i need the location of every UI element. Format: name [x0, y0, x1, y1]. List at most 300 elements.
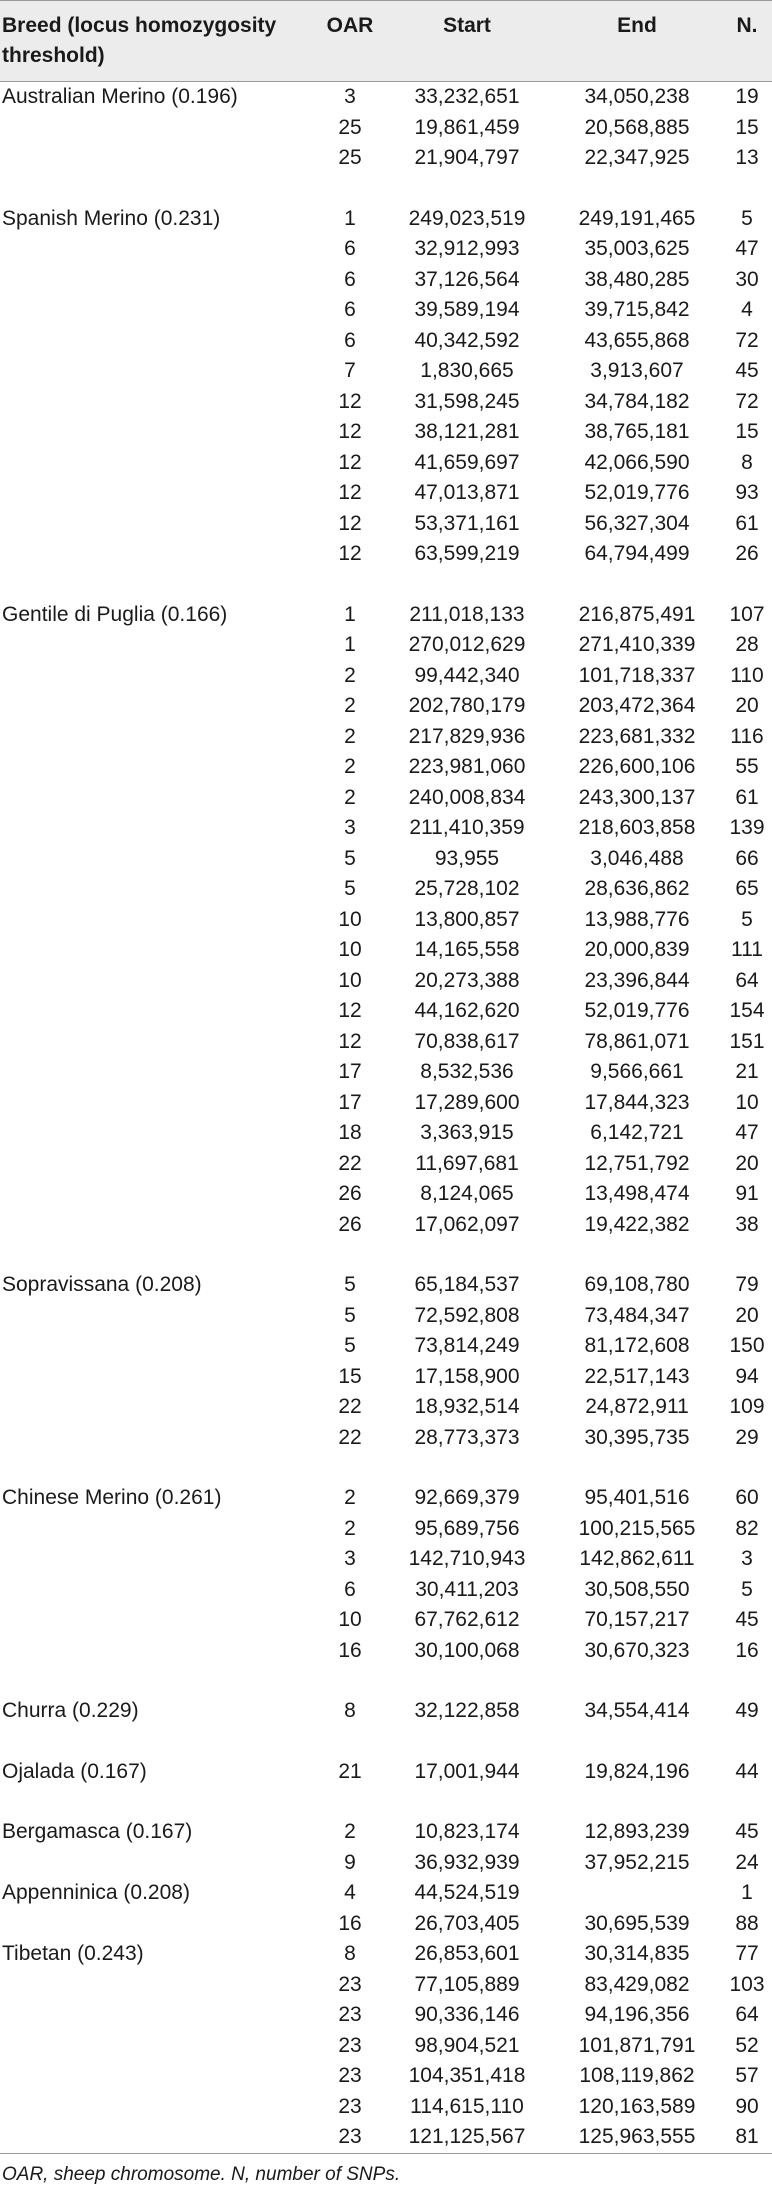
- cell-oar: 2: [344, 724, 356, 748]
- cell-end: 42,066,590: [584, 450, 690, 474]
- cell-breed: Appenninica (0.208): [2, 1881, 190, 1905]
- cell-oar: 15: [338, 1364, 362, 1388]
- table-row: [0, 448, 772, 479]
- cell-end: 223,681,332: [578, 724, 696, 748]
- cell-end: 22,517,143: [584, 1364, 690, 1388]
- table-row: [0, 600, 772, 631]
- cell-oar: 5: [344, 1303, 356, 1327]
- cell-oar: 22: [338, 1425, 362, 1449]
- cell-end: 64,794,499: [584, 542, 690, 566]
- cell-breed: [0, 539, 318, 570]
- cell-n: 61: [735, 511, 759, 535]
- cell-oar: 9: [344, 1850, 356, 1874]
- table-row: [0, 1423, 772, 1454]
- cell-start: 37,126,564: [414, 267, 520, 291]
- cell-end: 100,215,565: [578, 1516, 696, 1540]
- cell-oar: 5: [344, 1273, 356, 1297]
- cell-start: 73,814,249: [414, 1334, 520, 1358]
- cell-n: 55: [735, 755, 759, 779]
- spacer-cell: [0, 174, 772, 204]
- cell-end: 12,751,792: [584, 1151, 690, 1175]
- table-row: [0, 1118, 772, 1149]
- cell-end: 69,108,780: [584, 1273, 690, 1297]
- cell-n: 81: [722, 2122, 772, 2153]
- cell-oar: 12: [338, 420, 362, 444]
- cell-n: 93: [735, 481, 759, 505]
- cell-n: 49: [735, 1699, 759, 1723]
- cell-n: 111: [731, 938, 763, 962]
- cell-start: 77,105,889: [414, 1972, 520, 1996]
- table-row: [0, 387, 772, 418]
- cell-start: 18,932,514: [414, 1395, 520, 1419]
- cell-breed: Chinese Merino (0.261): [2, 1486, 222, 1510]
- table-row: [0, 1636, 772, 1667]
- header-end: End: [552, 1, 722, 82]
- cell-breed: [0, 905, 318, 936]
- cell-start: 99,442,340: [414, 663, 520, 687]
- cell-n: 107: [729, 602, 765, 626]
- cell-n: 64: [735, 2003, 759, 2027]
- table-row: [0, 783, 772, 814]
- table-row: [0, 1179, 772, 1210]
- cell-n: 91: [735, 1182, 759, 1206]
- table-row: [0, 234, 772, 265]
- table-row: [0, 1088, 772, 1119]
- cell-end: 6,142,721: [590, 1121, 684, 1145]
- table-row: [0, 417, 772, 448]
- cell-end: 249,191,465: [578, 206, 696, 230]
- cell-breed: [0, 752, 318, 783]
- cell-n: 20: [735, 694, 759, 718]
- cell-n: 109: [729, 1395, 765, 1419]
- cell-end: 56,327,304: [584, 511, 690, 535]
- cell-start: 32,912,993: [414, 237, 520, 261]
- table-row: [0, 1057, 772, 1088]
- table-row: [0, 1301, 772, 1332]
- cell-end: 39,715,842: [584, 298, 690, 322]
- cell-start: 270,012,629: [408, 633, 526, 657]
- cell-oar: 12: [338, 450, 362, 474]
- cell-start: 90,336,146: [414, 2003, 520, 2027]
- cell-start: 3,363,915: [420, 1121, 514, 1145]
- cell-start: 114,615,110: [410, 2094, 524, 2118]
- table-row: [0, 1696, 772, 1727]
- cell-breed: [0, 844, 318, 875]
- cell-n: 139: [729, 816, 765, 840]
- cell-n: 45: [735, 1820, 759, 1844]
- cell-start: 53,371,161: [414, 511, 520, 535]
- cell-breed: [0, 783, 318, 814]
- table-row: [0, 295, 772, 326]
- cell-breed: [0, 356, 318, 387]
- cell-n: 65: [735, 877, 759, 901]
- cell-n: 61: [735, 785, 759, 809]
- cell-end: 9,566,661: [590, 1060, 684, 1084]
- cell-end: 30,695,539: [584, 1911, 690, 1935]
- cell-oar: 18: [338, 1121, 362, 1145]
- cell-start: 249,023,519: [408, 206, 526, 230]
- cell-oar: 23: [338, 1972, 362, 1996]
- cell-oar: 23: [338, 2094, 362, 2118]
- cell-start: 142,710,943: [408, 1547, 526, 1571]
- cell-oar: 10: [338, 938, 362, 962]
- cell-end: 83,429,082: [584, 1972, 690, 1996]
- cell-breed: Spanish Merino (0.231): [2, 206, 221, 230]
- spacer-cell: [0, 1666, 772, 1696]
- cell-end: 120,163,589: [578, 2094, 696, 2118]
- cell-n: 19: [735, 85, 759, 109]
- cell-start: 240,008,834: [408, 785, 526, 809]
- cell-end: 101,871,791: [578, 2033, 696, 2057]
- table-row: [0, 1878, 772, 1909]
- group-spacer-row: [0, 174, 772, 204]
- cell-start: 14,165,558: [414, 938, 520, 962]
- cell-oar: 2: [344, 1486, 356, 1510]
- cell-oar: 2: [344, 755, 356, 779]
- cell-oar: 4: [344, 1881, 356, 1905]
- cell-n: 20: [735, 1151, 759, 1175]
- cell-breed: [0, 1331, 318, 1362]
- cell-n: 77: [735, 1942, 759, 1966]
- cell-oar: 3: [344, 85, 356, 109]
- cell-n: 88: [735, 1911, 759, 1935]
- cell-end: 19,422,382: [584, 1212, 690, 1236]
- cell-end: 216,875,491: [578, 602, 696, 626]
- cell-oar: 6: [344, 237, 356, 261]
- cell-breed: [0, 1179, 318, 1210]
- cell-end: 243,300,137: [578, 785, 696, 809]
- cell-end: 13,988,776: [584, 907, 690, 931]
- cell-n: 5: [741, 907, 753, 931]
- cell-oar: 2: [344, 663, 356, 687]
- cell-oar: 6: [344, 298, 356, 322]
- cell-end: 37,952,215: [584, 1850, 690, 1874]
- table-row: [0, 2000, 772, 2031]
- cell-oar: 8: [344, 1699, 356, 1723]
- cell-start: 217,829,936: [408, 724, 526, 748]
- cell-start: 92,669,379: [414, 1486, 520, 1510]
- cell-n: 45: [735, 1608, 759, 1632]
- cell-start: 121,125,567: [382, 2122, 552, 2153]
- cell-breed: [0, 874, 318, 905]
- cell-end: 17,844,323: [584, 1090, 690, 1114]
- cell-start: 30,100,068: [414, 1638, 520, 1662]
- cell-oar: 2: [344, 785, 356, 809]
- cell-end: 78,861,071: [584, 1029, 690, 1053]
- cell-oar: 2: [344, 694, 356, 718]
- cell-end: 30,314,835: [584, 1942, 690, 1966]
- cell-end: 52,019,776: [584, 481, 690, 505]
- cell-oar: 23: [338, 2033, 362, 2057]
- table-row: [0, 722, 772, 753]
- cell-breed: [0, 265, 318, 296]
- cell-oar: 16: [338, 1638, 362, 1662]
- cell-start: 20,273,388: [414, 968, 520, 992]
- cell-start: 21,904,797: [414, 146, 520, 170]
- cell-oar: 22: [338, 1395, 362, 1419]
- table-row: [0, 1362, 772, 1393]
- cell-n: 90: [735, 2094, 759, 2118]
- cell-start: 67,762,612: [414, 1608, 520, 1632]
- table-row: [0, 356, 772, 387]
- header-start: Start: [382, 1, 552, 82]
- cell-start: 28,773,373: [414, 1425, 520, 1449]
- cell-oar: 5: [344, 846, 356, 870]
- table-row: [0, 204, 772, 235]
- cell-start: 1,830,665: [420, 359, 514, 383]
- cell-n: 3: [741, 1547, 753, 1571]
- cell-breed: [0, 1149, 318, 1180]
- cell-breed: [0, 1057, 318, 1088]
- cell-end: 34,784,182: [584, 389, 690, 413]
- cell-start: 32,122,858: [414, 1699, 520, 1723]
- cell-n: 16: [735, 1638, 759, 1662]
- spacer-cell: [0, 1240, 772, 1270]
- cell-start: 47,013,871: [414, 481, 520, 505]
- cell-n: 72: [735, 389, 759, 413]
- cell-breed: Ojalada (0.167): [2, 1759, 147, 1783]
- table-row: [0, 1757, 772, 1788]
- cell-start: 202,780,179: [408, 694, 526, 718]
- cell-start: 25,728,102: [414, 877, 520, 901]
- table-row: [0, 691, 772, 722]
- cell-end: 30,395,735: [584, 1425, 690, 1449]
- cell-n: 44: [735, 1759, 759, 1783]
- cell-breed: [0, 2061, 318, 2092]
- cell-oar: 6: [344, 267, 356, 291]
- cell-breed: [0, 661, 318, 692]
- table-row: [0, 143, 772, 174]
- cell-end: 94,196,356: [584, 2003, 690, 2027]
- table-row: [0, 874, 772, 905]
- cell-oar: 1: [344, 206, 356, 230]
- cell-oar: 8: [344, 1942, 356, 1966]
- cell-oar: 6: [344, 328, 356, 352]
- cell-start: 17,158,900: [414, 1364, 520, 1388]
- cell-breed: [0, 1848, 318, 1879]
- cell-n: 79: [735, 1273, 759, 1297]
- cell-oar: 5: [344, 1334, 356, 1358]
- cell-n: 15: [735, 420, 759, 444]
- table-row: [0, 1817, 772, 1848]
- cell-oar: 26: [338, 1212, 362, 1236]
- table-row: [0, 509, 772, 540]
- cell-start: 30,411,203: [415, 1577, 519, 1601]
- group-spacer-row: [0, 1240, 772, 1270]
- cell-breed: Bergamasca (0.167): [2, 1820, 193, 1844]
- cell-start: 13,800,857: [414, 907, 520, 931]
- cell-oar: 12: [338, 542, 362, 566]
- cell-start: 10,823,174: [414, 1820, 520, 1844]
- cell-oar: 10: [338, 907, 362, 931]
- cell-n: 8: [741, 450, 753, 474]
- cell-end: 19,824,196: [584, 1759, 690, 1783]
- cell-n: 57: [735, 2064, 759, 2088]
- cell-end: 34,554,414: [584, 1699, 690, 1723]
- cell-n: 28: [735, 633, 759, 657]
- cell-end: 52,019,776: [584, 999, 690, 1023]
- group-spacer-row: [0, 1666, 772, 1696]
- spacer-cell: [0, 1787, 772, 1817]
- header-n: N.: [722, 1, 772, 82]
- header-breed: Breed (locus homozygosity threshold): [0, 1, 318, 82]
- table-row: [0, 1970, 772, 2001]
- group-spacer-row: [0, 1787, 772, 1817]
- cell-oar: 6: [344, 1577, 356, 1601]
- cell-breed: [0, 2092, 318, 2123]
- table-row: [0, 1027, 772, 1058]
- cell-n: 5: [741, 1577, 753, 1601]
- cell-start: 65,184,537: [414, 1273, 520, 1297]
- cell-breed: [0, 691, 318, 722]
- cell-n: 52: [735, 2033, 759, 2057]
- cell-end: 12,893,239: [584, 1820, 690, 1844]
- cell-start: 63,599,219: [414, 542, 520, 566]
- cell-start: 104,351,418: [408, 2064, 526, 2088]
- cell-breed: [0, 813, 318, 844]
- table-row: [0, 1149, 772, 1180]
- cell-breed: [0, 966, 318, 997]
- cell-n: 150: [729, 1334, 765, 1358]
- cell-n: 47: [735, 237, 759, 261]
- cell-n: 29: [735, 1425, 759, 1449]
- table-row: [0, 2092, 772, 2123]
- cell-n: 10: [735, 1090, 759, 1114]
- cell-end: 20,000,839: [584, 938, 690, 962]
- cell-end: 23,396,844: [584, 968, 690, 992]
- cell-breed: Gentile di Puglia (0.166): [2, 602, 228, 626]
- cell-n: 13: [735, 146, 759, 170]
- table-row: [0, 1514, 772, 1545]
- cell-n: 82: [735, 1516, 759, 1540]
- cell-breed: [0, 1970, 318, 2001]
- cell-breed: Sopravissana (0.208): [2, 1273, 202, 1297]
- cell-end: 13,498,474: [584, 1182, 690, 1206]
- cell-end: 125,963,555: [552, 2122, 722, 2153]
- table-row: [0, 1575, 772, 1606]
- cell-oar: 5: [344, 877, 356, 901]
- cell-start: 38,121,281: [414, 420, 520, 444]
- cell-breed: [0, 326, 318, 357]
- cell-oar: 12: [338, 999, 362, 1023]
- cell-n: 38: [735, 1212, 759, 1236]
- table-row: [0, 1605, 772, 1636]
- table-header-row: [0, 1, 772, 82]
- cell-end: 38,480,285: [584, 267, 690, 291]
- cell-n: 45: [735, 359, 759, 383]
- cell-start: 40,342,592: [414, 328, 520, 352]
- table-row: [0, 966, 772, 997]
- cell-end: 28,636,862: [584, 877, 690, 901]
- cell-n: 15: [735, 115, 759, 139]
- cell-start: 41,659,697: [414, 450, 520, 474]
- cell-n: 66: [735, 846, 759, 870]
- group-spacer-row: [0, 1727, 772, 1757]
- cell-breed: [0, 1301, 318, 1332]
- cell-end: 203,472,364: [578, 694, 696, 718]
- cell-start: 211,018,133: [409, 602, 525, 626]
- cell-oar: 21: [338, 1759, 362, 1783]
- cell-n: 30: [735, 267, 759, 291]
- cell-n: 60: [735, 1486, 759, 1510]
- cell-end: 20,568,885: [584, 115, 690, 139]
- cell-end: 226,600,106: [578, 755, 696, 779]
- cell-end: 24,872,911: [585, 1395, 689, 1419]
- table-row: [0, 996, 772, 1027]
- cell-oar: 26: [338, 1182, 362, 1206]
- cell-oar: 22: [338, 1151, 362, 1175]
- table-footnote: OAR, sheep chromosome. N, number of SNPs.: [2, 2163, 401, 2185]
- cell-breed: Tibetan (0.243): [2, 1942, 144, 1966]
- cell-end: 218,603,858: [578, 816, 696, 840]
- cell-oar: 23: [318, 2122, 382, 2153]
- cell-end: 101,718,337: [578, 663, 696, 687]
- cell-start: 70,838,617: [414, 1029, 520, 1053]
- cell-end: 35,003,625: [584, 237, 690, 261]
- table-row: [0, 82, 772, 113]
- cell-n: 110: [730, 663, 764, 687]
- cell-end: [552, 1878, 722, 1909]
- cell-breed: [0, 1575, 318, 1606]
- cell-start: 31,598,245: [414, 389, 520, 413]
- cell-breed: [0, 1118, 318, 1149]
- cell-end: 142,862,611: [579, 1547, 695, 1571]
- cell-oar: 12: [338, 481, 362, 505]
- cell-oar: 23: [338, 2064, 362, 2088]
- cell-start: 44,162,620: [414, 999, 520, 1023]
- cell-start: 26,853,601: [414, 1942, 520, 1966]
- table-row: [0, 630, 772, 661]
- header-oar: OAR: [318, 1, 382, 82]
- cell-breed: [0, 2031, 318, 2062]
- cell-n: 72: [735, 328, 759, 352]
- table-row: [0, 661, 772, 692]
- cell-oar: 23: [338, 2003, 362, 2027]
- cell-start: 8,124,065: [420, 1182, 514, 1206]
- cell-oar: 7: [344, 359, 356, 383]
- cell-end: 73,484,347: [584, 1303, 690, 1327]
- cell-breed: [0, 2000, 318, 2031]
- group-spacer-row: [0, 1453, 772, 1483]
- cell-oar: 17: [338, 1060, 362, 1084]
- cell-breed: [0, 1605, 318, 1636]
- cell-oar: 16: [338, 1911, 362, 1935]
- cell-breed: [0, 113, 318, 144]
- cell-start: 17,289,600: [414, 1090, 520, 1114]
- table-row: [0, 1270, 772, 1301]
- table-row: [0, 539, 772, 570]
- cell-breed: [0, 1362, 318, 1393]
- cell-n: 64: [735, 968, 759, 992]
- cell-n: 47: [735, 1121, 759, 1145]
- cell-breed: [0, 1027, 318, 1058]
- table-row: [0, 905, 772, 936]
- cell-breed: [0, 2122, 318, 2153]
- cell-n: 103: [729, 1972, 765, 1996]
- cell-breed: [0, 1423, 318, 1454]
- cell-start: 11,697,681: [415, 1151, 519, 1175]
- spacer-cell: [0, 1727, 772, 1757]
- cell-breed: [0, 1514, 318, 1545]
- table-row: [0, 1331, 772, 1362]
- table-row: [0, 935, 772, 966]
- table-row: [0, 1392, 772, 1423]
- cell-oar: 1: [344, 633, 356, 657]
- cell-breed: [0, 509, 318, 540]
- cell-start: 33,232,651: [414, 85, 520, 109]
- cell-breed: Australian Merino (0.196): [2, 85, 238, 109]
- cell-breed: [0, 996, 318, 1027]
